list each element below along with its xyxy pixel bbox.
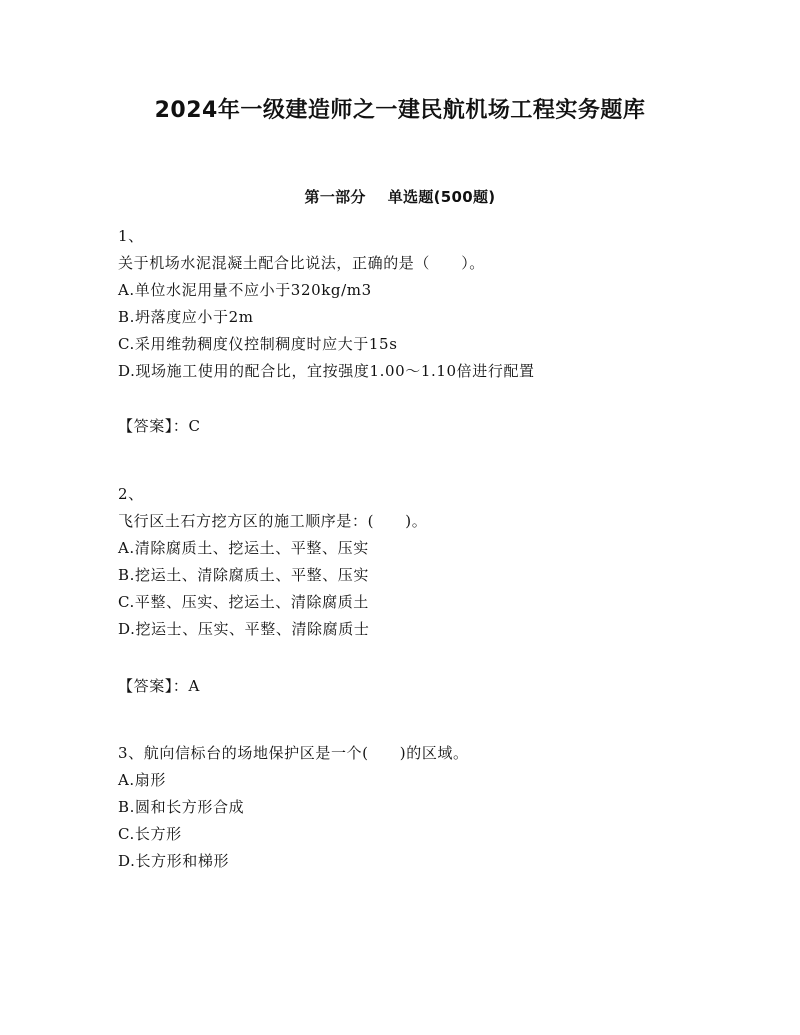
question-1-option-c: C.采用维勃稠度仪控制稠度时应大于15s: [118, 335, 398, 353]
question-2-answer: 【答案】：A: [118, 677, 200, 695]
question-2-option-b: B.挖运土、清除腐质土、平整、压实: [118, 566, 369, 584]
question-3-option-c: C.长方形: [118, 825, 182, 843]
question-1-number: 1、: [118, 227, 144, 245]
section-name: 单选题(500题): [387, 188, 496, 206]
question-3-option-b: B.圆和长方形合成: [118, 798, 245, 816]
question-2-option-d: D.挖运士、压实、平整、清除腐质士: [118, 620, 370, 638]
question-2-option-c: C.平整、压实、挖运土、清除腐质土: [118, 593, 369, 611]
question-2-stem: 飞行区土石方挖方区的施工顺序是：( )。: [118, 512, 428, 530]
question-1-answer: 【答案】：C: [118, 417, 201, 435]
question-1-stem: 关于机场水泥混凝土配合比说法，正确的是（ ）。: [118, 254, 485, 272]
question-1-option-a: A.单位水泥用量不应小于320kg/m3: [118, 281, 372, 299]
question-1-option-d: D.现场施工使用的配合比，宜按强度1.00～1.10倍进行配置: [118, 362, 535, 380]
section-heading: [0, 186, 800, 207]
question-3-option-a: A.扇形: [118, 771, 167, 789]
question-2-number: 2、: [118, 485, 144, 503]
question-3-option-d: D.长方形和梯形: [118, 852, 230, 870]
section-part: 第一部分: [304, 188, 366, 206]
document-title: 2024年一级建造师之一建民航机场工程实务题库: [154, 98, 646, 123]
question-1-option-b: B.坍落度应小于2m: [118, 308, 254, 326]
question-3-stem: 3、航向信标台的场地保护区是一个( )的区域。: [118, 744, 469, 762]
question-2-option-a: A.清除腐质土、挖运土、平整、压实: [118, 539, 369, 557]
